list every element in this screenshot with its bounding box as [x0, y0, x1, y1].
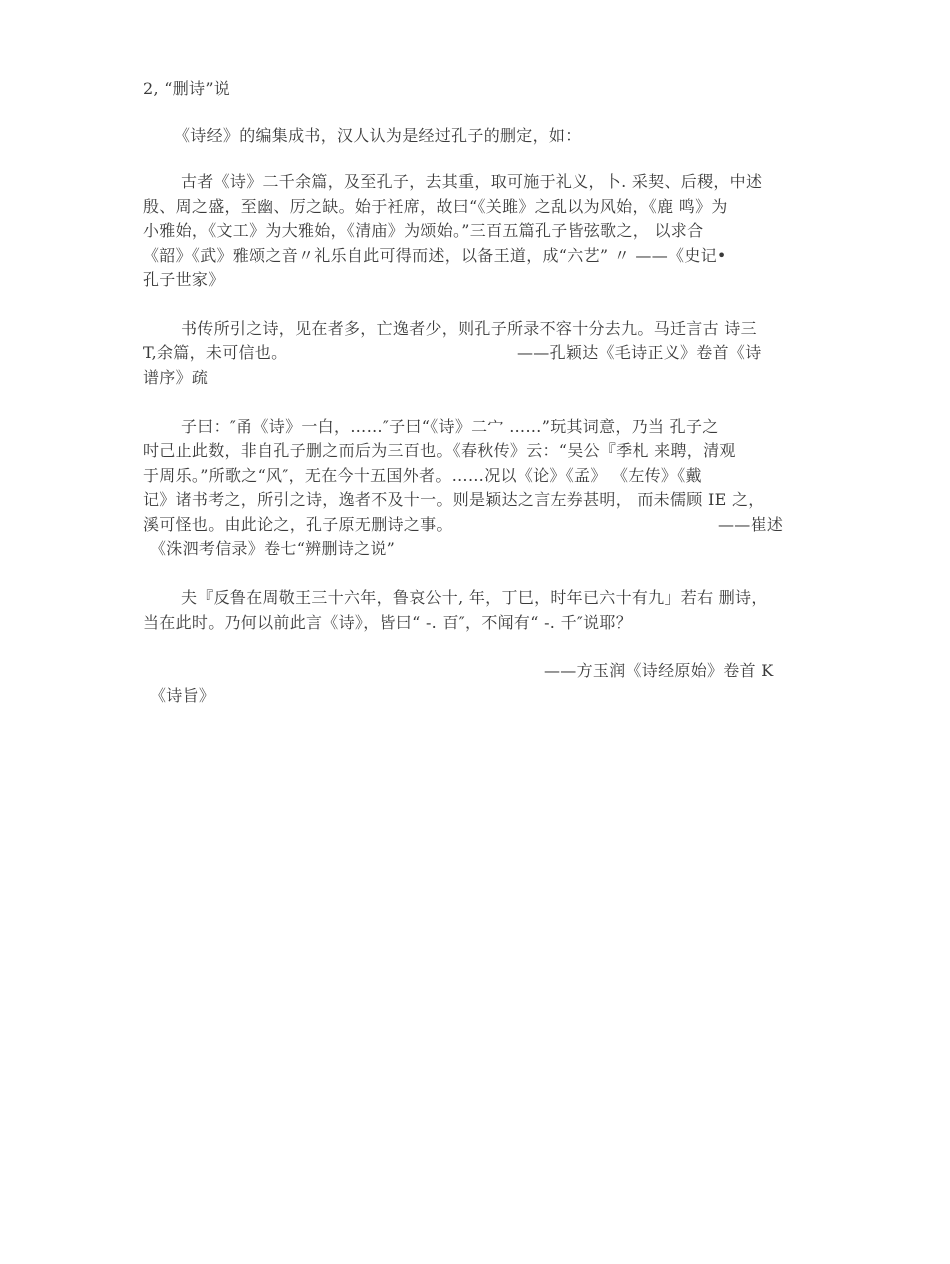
quote-cui-line: 子曰：″甬《诗》一白，……″子曰“《诗》二宀 ……”玩其词意，乃当 孔子之 — [181, 417, 719, 436]
quote-shiji-line: 古者《诗》二千余篇，及至孔子，去其重，取可施于礼义，卜. 采契、后稷，中述 — [181, 172, 763, 191]
section-heading: 2, “删诗”说 — [143, 79, 231, 98]
quote-fang-line: 当在此时。乃何以前此言《诗》，皆曰“ -. 百″，不闻有“ -. 千″说耶？ — [143, 613, 633, 632]
quote-shiji-line: 孔子世家》 — [143, 270, 225, 289]
quote-fang-attribution: ——方玉润《诗经原始》卷首 K — [544, 661, 774, 680]
quote-cui-line: 于周乐。”所歌之“风″，无在今十五国外者。……况以《论》《孟》 《左传》《戴 — [143, 466, 702, 485]
quote-kong-line: T,余篇，未可信也。 — [143, 343, 288, 362]
quote-kong-attribution: 谱序》疏 — [143, 368, 209, 387]
quote-fang-line: 夫『反鲁在周敬王三十六年，鲁哀公十, 年，丁巳，时年已六十有九」若右 删诗， — [181, 588, 768, 607]
intro-paragraph: 《诗经》的编集成书，汉人认为是经过孔子的删定，如： — [174, 126, 582, 145]
quote-cui-line: 溪可怪也。由此论之，孔子原无删诗之事。 — [143, 515, 453, 534]
quote-cui-line: 吋己止此数，非自孔子删之而后为三百也。《春秋传》云：“吴公『季札 来聘，清观 — [143, 441, 736, 460]
quote-shiji-line: 殷、周之盛，至幽、厉之缺。始于衽席，故曰“《关雎》之乱以为风始，《鹿 鸣》为 — [143, 197, 728, 216]
quote-cui-attribution: ——崔述 — [718, 515, 784, 534]
quote-cui-attribution: 《洙泗考信录》卷七“辨删诗之说” — [150, 539, 396, 558]
quote-kong-attribution: ——孔颖达《毛诗正义》卷首《诗 — [517, 343, 762, 362]
quote-shiji-line: 《韶》《武》雅颂之音〃礼乐自此可得而述，以备王道，成“六艺” 〃 ——《史记• — [143, 246, 727, 265]
quote-cui-line: 记》诸书考之，所引之诗，逸者不及十一。则是颖达之言左券甚明， 而未儒顾 IE 之， — [143, 490, 765, 509]
quote-shiji-line: 小雅始，《文工》为大雅始，《清庙》为颂始。”三百五篇孔子皆弦歌之， 以求合 — [143, 221, 704, 240]
quote-kong-line: 书传所引之诗，见在者多，亡逸者少，则孔子所录不容十分去九。马迁言古 诗三 — [181, 319, 757, 338]
quote-fang-attribution: 《诗旨》 — [150, 686, 216, 705]
